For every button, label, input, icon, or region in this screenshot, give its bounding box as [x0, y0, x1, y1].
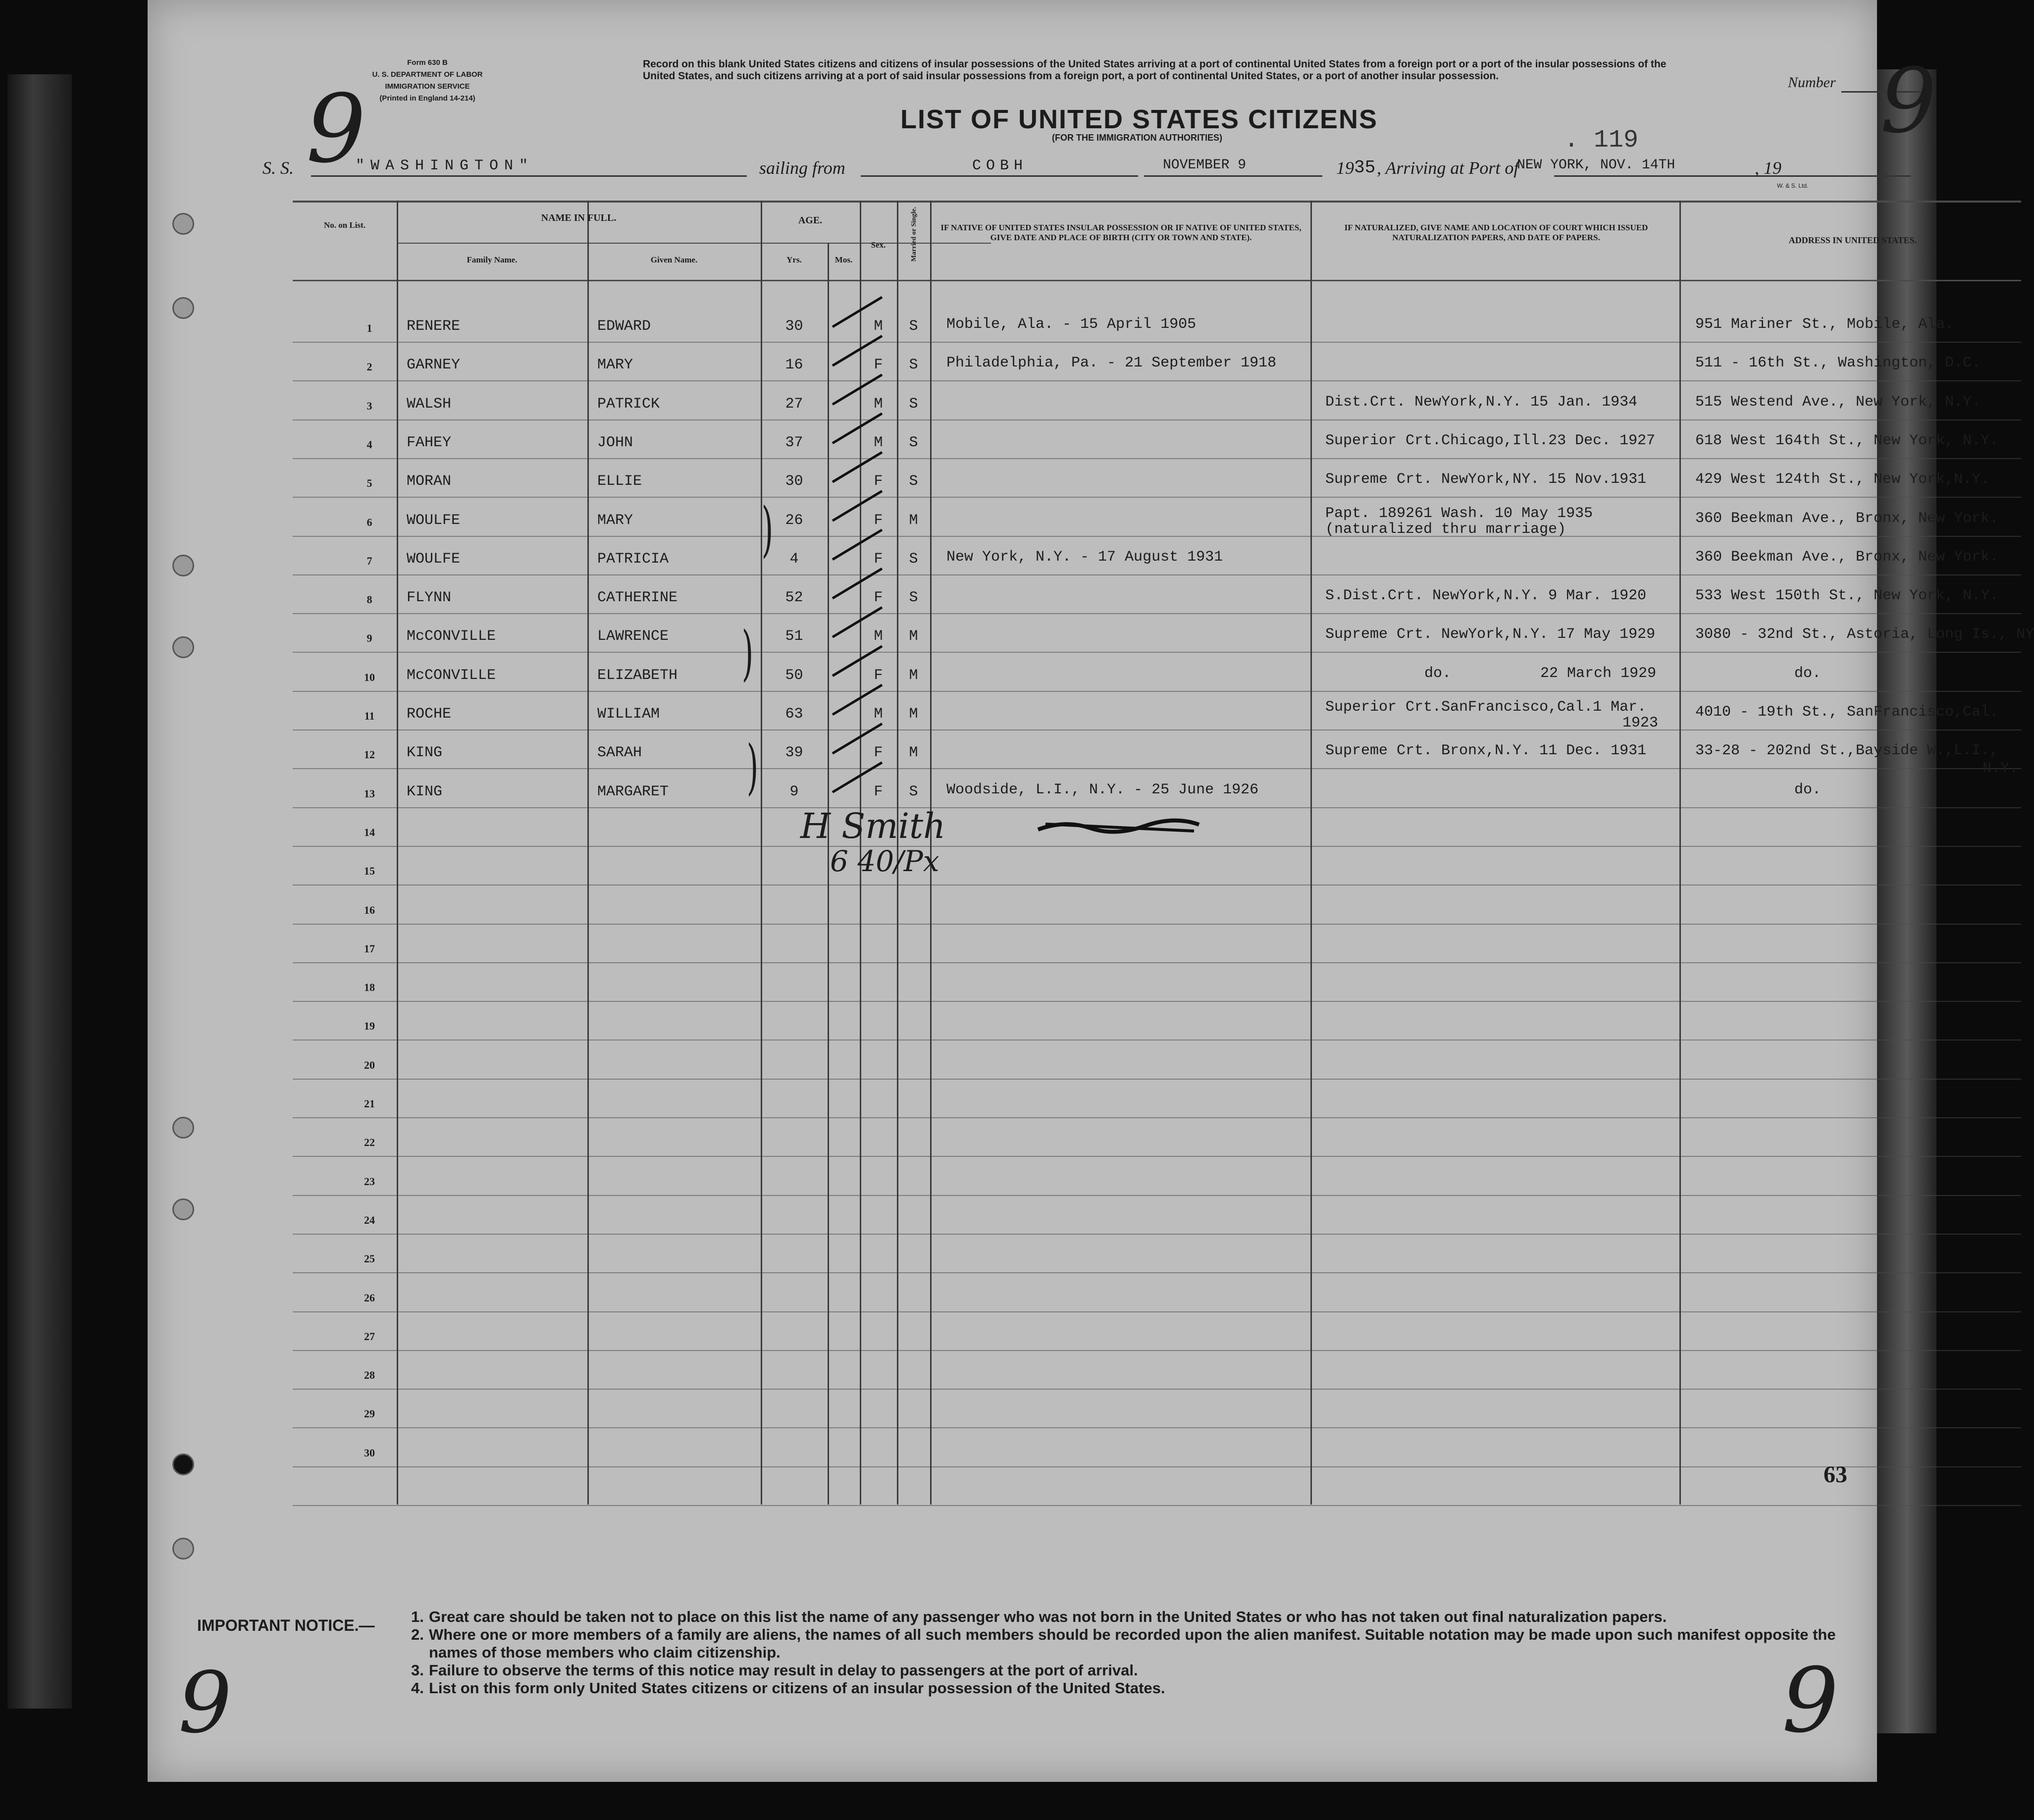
- family-name: GARNEY: [407, 357, 461, 374]
- given-name: MARGARET: [597, 783, 669, 800]
- given-name: LAWRENCE: [597, 628, 669, 645]
- binder-hole: [172, 1117, 194, 1139]
- sex: F: [874, 512, 883, 529]
- birth-place-date: Philadelphia, Pa. - 21 September 1918: [946, 355, 1277, 372]
- check-stroke: [833, 646, 882, 676]
- age-years: 4: [789, 550, 799, 568]
- address: 951 Mariner St., Mobile, Ala.: [1695, 316, 1954, 333]
- check-stroke: [833, 607, 882, 637]
- header-family-name: Family Name.: [467, 255, 518, 264]
- line-number: 3: [366, 399, 372, 412]
- marital-status: S: [909, 589, 918, 607]
- check-stroke: [833, 685, 882, 715]
- binder-hole: [172, 555, 194, 576]
- sex: F: [874, 783, 883, 800]
- line-number: 6: [366, 516, 372, 528]
- family-name: WOULFE: [407, 550, 461, 568]
- line-number: 21: [364, 1097, 375, 1110]
- sex: F: [874, 589, 883, 607]
- binder-hole: [172, 1538, 194, 1560]
- row-rule: [293, 691, 2021, 692]
- sex: F: [874, 550, 883, 568]
- line-number: 25: [364, 1252, 375, 1265]
- header-name-in-full: NAME IN FULL.: [541, 212, 617, 223]
- age-years: 26: [785, 512, 803, 529]
- birth-place-date: Woodside, L.I., N.Y. - 25 June 1926: [946, 781, 1259, 798]
- row-rule: [293, 497, 2021, 498]
- family-name: KING: [407, 744, 443, 762]
- address: 3080 - 32nd St., Astoria, Long Is., NY: [1695, 626, 2034, 643]
- binder-hole: [172, 1454, 194, 1475]
- binder-hole: [172, 213, 194, 235]
- given-name: JOHN: [597, 434, 633, 451]
- given-name: SARAH: [597, 744, 642, 762]
- line-number: 15: [364, 865, 375, 878]
- naturalization: Supreme Crt. NewYork,NY. 15 Nov.1931: [1325, 471, 1647, 488]
- sex: M: [874, 628, 883, 645]
- birth-place-date: New York, N.Y. - 17 August 1931: [946, 548, 1223, 566]
- address: 618 West 164th St., New York, N.Y.: [1695, 432, 1999, 449]
- row-rule: [293, 1156, 2021, 1157]
- age-years: 52: [785, 589, 803, 607]
- marital-status: M: [909, 628, 918, 645]
- check-stroke: [833, 414, 882, 443]
- naturalization: Dist.Crt. NewYork,N.Y. 15 Jan. 1934: [1325, 393, 1638, 411]
- port-from: COBH: [972, 157, 1028, 174]
- age-years: 30: [785, 473, 803, 490]
- notice-label: IMPORTANT NOTICE.—: [197, 1616, 375, 1634]
- row-rule: [293, 768, 2021, 769]
- address: 515 Westend Ave., New York, N.Y.: [1695, 393, 1981, 411]
- sex: M: [874, 318, 883, 335]
- ss-label: S. S.: [262, 158, 294, 178]
- address: 360 Beekman Ave., Bronx, New York.: [1695, 510, 1999, 527]
- family-name: MORAN: [407, 473, 452, 490]
- family-name: FAHEY: [407, 434, 452, 451]
- age-years: 39: [785, 744, 803, 762]
- row-rule: [293, 1272, 2021, 1273]
- address: 429 West 124th St., New York,N.Y.: [1695, 471, 1990, 488]
- header-mos: Mos.: [834, 255, 853, 264]
- header-no: No. on List.: [323, 220, 366, 230]
- line-number: 2: [366, 361, 372, 373]
- marital-status: S: [909, 550, 918, 568]
- marital-status: M: [909, 667, 918, 684]
- year-prefix: 19: [1336, 158, 1354, 178]
- marital-status: S: [909, 783, 918, 800]
- sailing-date: NOVEMBER 9: [1163, 157, 1247, 173]
- manifest-page: [148, 0, 2034, 1782]
- naturalization-note: 1923: [1622, 715, 1659, 731]
- marital-status: S: [909, 473, 918, 490]
- line-number: 16: [364, 903, 375, 916]
- address: 4010 - 19th St., SanFrancisco,Cal.: [1695, 704, 1999, 721]
- age-years: 37: [785, 434, 803, 451]
- age-years: 63: [785, 706, 803, 723]
- age-years: 30: [785, 318, 803, 335]
- address: do.: [1794, 781, 1822, 798]
- line-number: 17: [364, 942, 375, 955]
- row-rule: [293, 1350, 2021, 1351]
- row-rule: [293, 536, 2021, 537]
- given-name: ELIZABETH: [597, 667, 678, 684]
- line-number: 11: [364, 710, 375, 722]
- notice-item: 1. Great care should be taken not to place on this list the name of any passenger who was not born in the United States or who has not taken out final naturalization papers.: [411, 1608, 1667, 1625]
- header-naturalized: IF NATURALIZED, GIVE NAME AND LOCATION OF COURT WHICH ISSUED NATURALIZATION PAPERS, AND DATE OF PAPERS.: [1344, 223, 1648, 242]
- row-rule: [293, 1234, 2021, 1235]
- birth-place-date: Mobile, Ala. - 15 April 1905: [946, 316, 1197, 333]
- marital-status: M: [909, 744, 918, 762]
- notice-item: 3. Failure to observe the terms of this notice may result in delay to passengers at the port of arrival.: [411, 1662, 1138, 1679]
- family-name: WOULFE: [407, 512, 461, 529]
- page-count-63: 63: [1824, 1461, 1847, 1488]
- row-rule: [293, 1427, 2021, 1428]
- family-name: FLYNN: [407, 589, 452, 607]
- page-edge-left: [7, 74, 72, 1709]
- check-stroke: [833, 724, 882, 753]
- line-number: 5: [366, 477, 372, 490]
- sex: M: [874, 706, 883, 723]
- family-name: RENERE: [407, 318, 461, 335]
- page-mark-bottom-left: 9: [178, 1654, 232, 1752]
- row-rule: [293, 1079, 2021, 1080]
- given-name: CATHERINE: [597, 589, 678, 607]
- age-years: 27: [785, 395, 803, 413]
- check-stroke: [833, 452, 882, 482]
- number-label: Number: [1788, 74, 1836, 91]
- line-number: 26: [364, 1291, 375, 1304]
- ship-name: "WASHINGTON": [356, 157, 534, 174]
- age-years: 51: [785, 628, 803, 645]
- sex: F: [874, 667, 883, 684]
- row-rule: [293, 1001, 2021, 1002]
- line-number: 27: [364, 1330, 375, 1343]
- printer-mark: W. & S. Ltd.: [1777, 182, 1809, 189]
- given-name: MARY: [597, 512, 633, 529]
- line-number: 19: [364, 1020, 375, 1033]
- family-name: WALSH: [407, 395, 452, 413]
- marital-status: S: [909, 434, 918, 451]
- row-rule: [293, 1311, 2021, 1312]
- line-number: 12: [364, 748, 375, 761]
- marital-status: M: [909, 706, 918, 723]
- address: 33-28 - 202nd St.,Bayside W.,L.I.,: [1695, 742, 1999, 760]
- row-rule: [293, 1195, 2021, 1196]
- line-number: 7: [366, 554, 372, 567]
- notice-items: [411, 1608, 1857, 1697]
- row-rule: [293, 1117, 2021, 1118]
- handwritten-signature: H Smith: [800, 806, 946, 846]
- page-mark-top-left: 9: [306, 74, 366, 184]
- address: do.: [1794, 665, 1822, 682]
- row-rule: [293, 652, 2021, 653]
- naturalization: Supreme Crt. Bronx,N.Y. 11 Dec. 1931: [1325, 742, 1647, 760]
- line-number: 13: [364, 787, 375, 800]
- line-number: 20: [364, 1058, 375, 1071]
- port-arrival: NEW YORK, NOV. 14TH: [1517, 157, 1675, 173]
- check-stroke: [833, 569, 882, 598]
- family-name: McCONVILLE: [407, 667, 496, 684]
- check-stroke: [833, 297, 882, 327]
- line-number: 23: [364, 1175, 375, 1188]
- given-name: PATRICIA: [597, 550, 669, 568]
- age-years: 50: [785, 667, 803, 684]
- number-value: 9: [1880, 50, 1937, 153]
- address: 511 - 16th St., Washington, D.C.: [1695, 355, 1981, 372]
- line-number: 14: [364, 826, 375, 838]
- page-mark-bottom-right: 9: [1782, 1649, 1839, 1753]
- line-number: 28: [364, 1369, 375, 1382]
- page-title: LIST OF UNITED STATES CITIZENS: [900, 104, 1378, 134]
- sex: F: [874, 473, 883, 490]
- family-name: McCONVILLE: [407, 628, 496, 645]
- given-name: MARY: [597, 357, 633, 374]
- sailing-from-label: sailing from: [759, 158, 845, 178]
- given-name: WILLIAM: [597, 706, 660, 723]
- naturalization: Papt. 189261 Wash. 10 May 1935: [1325, 505, 1593, 522]
- row-rule: [293, 613, 2021, 614]
- row-rule: [293, 342, 2021, 343]
- check-stroke: [833, 375, 882, 405]
- header-birth: IF NATIVE OF UNITED STATES INSULAR POSSESSION OR IF NATIVE OF UNITED STATES, GIVE DATE AND PLACE OF BIRTH (CITY OR TOWN AND STATE).: [940, 223, 1302, 242]
- year-label: , 19: [1755, 158, 1781, 178]
- passenger-table: [293, 201, 2034, 1505]
- line-number: 24: [364, 1213, 375, 1226]
- arriving-label: , Arriving at Port of: [1377, 158, 1519, 178]
- service: IMMIGRATION SERVICE: [385, 82, 470, 91]
- family-bracket-king: ): [746, 733, 759, 802]
- row-rule: [293, 1466, 2021, 1467]
- line-number: 4: [366, 438, 372, 451]
- marital-status: S: [909, 395, 918, 413]
- sailing-line: [148, 157, 1877, 187]
- family-bracket-mcconville: ): [741, 619, 754, 688]
- marital-status: M: [909, 512, 918, 529]
- marital-status: S: [909, 357, 918, 374]
- given-name: PATRICK: [597, 395, 660, 413]
- naturalization: Superior Crt.SanFrancisco,Cal.1 Mar.: [1325, 699, 1647, 716]
- age-years: 16: [785, 357, 803, 374]
- notice-item: 2. Where one or more members of a family are aliens, the names of all such members should be recorded upon the alien manifest. Suitable notation may be made upon such manifest opposite the names of those members who claim citizenship.: [411, 1626, 1836, 1661]
- naturalization-note: (naturalized thru marriage): [1325, 520, 1566, 538]
- row-rule: [293, 729, 2021, 730]
- notice-item: 4. List on this form only United States citizens or citizens of an insular possession of the United States.: [411, 1679, 1165, 1697]
- line-number: 22: [364, 1136, 375, 1149]
- header-address: ADDRESS IN UNITED STATES.: [1788, 235, 1917, 245]
- row-rule: [293, 458, 2021, 459]
- row-rule: [293, 962, 2021, 963]
- row-rule: [293, 846, 2021, 847]
- line-number: 29: [364, 1407, 375, 1420]
- given-name: EDWARD: [597, 318, 651, 335]
- family-name: KING: [407, 783, 443, 800]
- stamp-number: . 119: [1564, 126, 1639, 155]
- header-married-single: Married or Single.: [910, 207, 918, 262]
- family-name: ROCHE: [407, 706, 452, 723]
- form-number: Form 630 B: [407, 58, 448, 67]
- address: 533 West 150th St., New York, N.Y.: [1695, 587, 1999, 605]
- row-rule: [293, 380, 2021, 381]
- line-number: 8: [366, 593, 372, 606]
- check-stroke: [833, 530, 882, 560]
- naturalization: Supreme Crt. NewYork,N.Y. 17 May 1929: [1325, 626, 1656, 643]
- row-rule: [293, 807, 2021, 808]
- check-stroke: [833, 336, 882, 365]
- marital-status: S: [909, 318, 918, 335]
- sex: M: [874, 395, 883, 413]
- strikethrough-note: [1036, 817, 1204, 837]
- row-rule: [293, 924, 2021, 925]
- row-rule: [293, 884, 2021, 885]
- row-rule: [293, 574, 2021, 575]
- row-rule: [293, 419, 2021, 420]
- sex: F: [874, 744, 883, 762]
- given-name: ELLIE: [597, 473, 642, 490]
- printed-in: (Printed in England 14-214): [379, 94, 475, 103]
- binder-hole: [172, 636, 194, 658]
- line-number: 1: [366, 322, 372, 334]
- sex: M: [874, 434, 883, 451]
- department: U. S. DEPARTMENT OF LABOR: [372, 70, 483, 79]
- naturalization: do. 22 March 1929: [1424, 665, 1657, 682]
- check-stroke: [833, 763, 882, 792]
- header-age: AGE.: [798, 215, 823, 226]
- line-number: 30: [364, 1446, 375, 1459]
- sex: F: [874, 357, 883, 374]
- line-number: 9: [366, 632, 372, 645]
- binder-hole: [172, 1198, 194, 1220]
- header-yrs: Yrs.: [786, 255, 802, 264]
- check-marks: [828, 290, 927, 1008]
- handwritten-fraction: 6 40/Px: [830, 844, 939, 878]
- year-suffix: 35: [1354, 157, 1376, 178]
- line-number: 10: [364, 671, 375, 683]
- age-years: 9: [789, 783, 799, 800]
- form-instructions: Record on this blank United States citizens and citizens of insular possessions of the United States arriving at a port of continental United States from a foreign port or a port of the insular possessions of the United States, and such citizens arriving at a port of said insular possessions from a foreign port, a port of continental United States, or a port of another insular possession.: [643, 58, 1667, 82]
- line-number: 18: [364, 981, 375, 994]
- check-stroke: [833, 491, 882, 521]
- address: 360 Beekman Ave., Bronx, New York.: [1695, 548, 1999, 566]
- header-given-name: Given Name.: [650, 255, 698, 264]
- row-rule: [293, 1389, 2021, 1390]
- address-continued: N.Y.: [1982, 760, 2019, 778]
- page-subtitle: (FOR THE IMMIGRATION AUTHORITIES): [1052, 133, 1222, 143]
- binder-hole: [172, 297, 194, 319]
- header-sex: Sex.: [871, 240, 886, 250]
- row-rule: [293, 1505, 2021, 1506]
- family-bracket-woulfe: ): [761, 495, 774, 564]
- naturalization: S.Dist.Crt. NewYork,N.Y. 9 Mar. 1920: [1325, 587, 1647, 605]
- naturalization: Superior Crt.Chicago,Ill.23 Dec. 1927: [1325, 432, 1656, 449]
